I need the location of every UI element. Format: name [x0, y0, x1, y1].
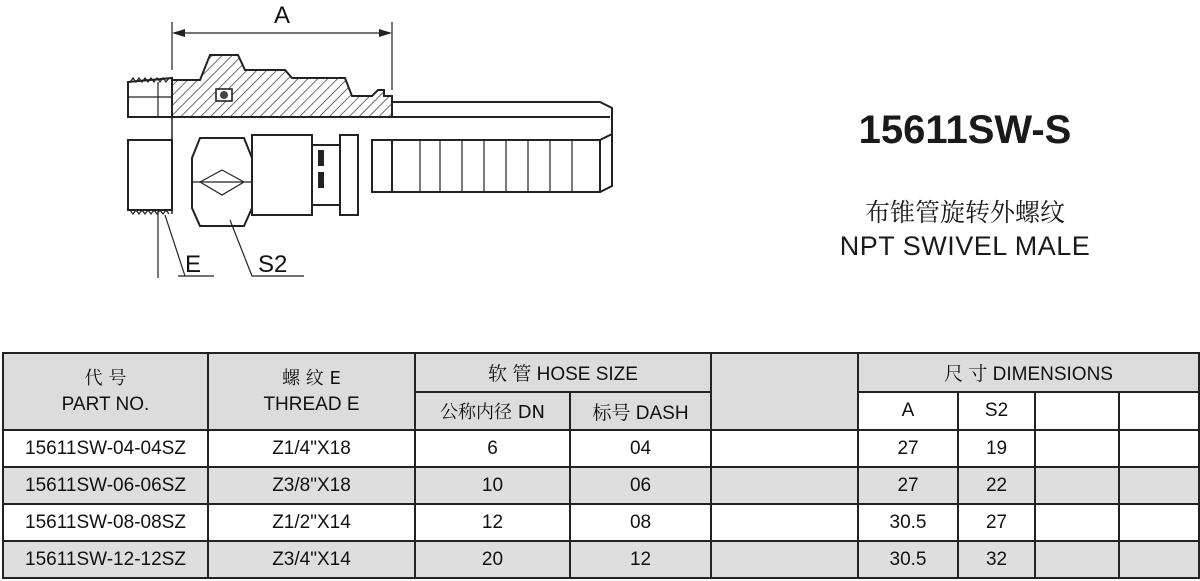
product-name-en: NPT SWIVEL MALE [839, 231, 1091, 261]
extra-cell [1119, 430, 1199, 467]
a-cell: 27 [858, 430, 958, 467]
spec-table [2, 352, 1200, 579]
dimension-s2-label: S2 [258, 251, 288, 278]
s2-header: S2 [958, 392, 1035, 430]
dash-header: 标号 DASH [570, 392, 711, 430]
dimension-a-label: A [274, 2, 291, 29]
a-header: A [858, 392, 958, 430]
product-code: 15611SW-S [858, 108, 1072, 152]
thread-cell: Z1/4"X18 [208, 430, 415, 467]
fitting-technical-drawing [0, 0, 700, 300]
table-row [3, 504, 1199, 541]
extra-header-1 [1035, 392, 1119, 430]
table-row [3, 467, 1199, 504]
thread-cell: Z1/2"X14 [208, 504, 415, 541]
dn-header: 公称内径 DN [415, 392, 570, 430]
s2-cell: 32 [958, 541, 1035, 578]
dimensions-header: 尺 寸 DIMENSIONS [858, 353, 1199, 392]
part-no-header-en: PART NO. [61, 393, 150, 415]
thread-cell: Z3/4"X14 [208, 541, 415, 578]
s2-cell: 22 [958, 467, 1035, 504]
dash-cell: 08 [570, 504, 711, 541]
part-no-cell: 15611SW-04-04SZ [3, 430, 208, 467]
part-no-cell: 15611SW-06-06SZ [3, 467, 208, 504]
thread-cell: Z3/8"X18 [208, 467, 415, 504]
extra-cell [1035, 430, 1119, 467]
blank-cell [711, 467, 858, 504]
dimension-s2 [230, 220, 304, 278]
part-no-cell: 15611SW-12-12SZ [3, 541, 208, 578]
section-view [128, 55, 612, 117]
dn-cell: 20 [415, 541, 570, 578]
s2-cell: 19 [958, 430, 1035, 467]
thread-header-en: THREAD E [263, 393, 360, 415]
extra-cell [1035, 467, 1119, 504]
product-name-cn: 布锥管旋转外螺纹 [864, 198, 1065, 227]
hose-size-header: 软 管 HOSE SIZE [415, 353, 711, 392]
table-row [3, 430, 1199, 467]
extra-header-2 [1119, 392, 1199, 430]
outside-view [128, 117, 612, 226]
blank-cell [711, 541, 858, 578]
part-no-header-cn: 代 号 [84, 367, 127, 389]
thread-header-cn: 螺 纹 E [282, 367, 341, 389]
a-cell: 27 [858, 467, 958, 504]
dn-cell: 12 [415, 504, 570, 541]
table-row [3, 541, 1199, 578]
extra-cell [1119, 467, 1199, 504]
extra-cell [1035, 541, 1119, 578]
thread-header [208, 353, 415, 430]
a-cell: 30.5 [858, 541, 958, 578]
extra-cell [1119, 541, 1199, 578]
dn-cell: 6 [415, 430, 570, 467]
blank-cell [711, 504, 858, 541]
part-no-cell: 15611SW-08-08SZ [3, 504, 208, 541]
extra-cell [1035, 504, 1119, 541]
blank-header [711, 353, 858, 430]
a-cell: 30.5 [858, 504, 958, 541]
dimension-e-label: E [185, 251, 202, 278]
dash-cell: 06 [570, 467, 711, 504]
blank-cell [711, 430, 858, 467]
dash-cell: 04 [570, 430, 711, 467]
dn-cell: 10 [415, 467, 570, 504]
s2-cell: 27 [958, 504, 1035, 541]
extra-cell [1119, 504, 1199, 541]
dash-cell: 12 [570, 541, 711, 578]
header-row-1 [3, 353, 1199, 392]
part-no-header [3, 353, 208, 430]
